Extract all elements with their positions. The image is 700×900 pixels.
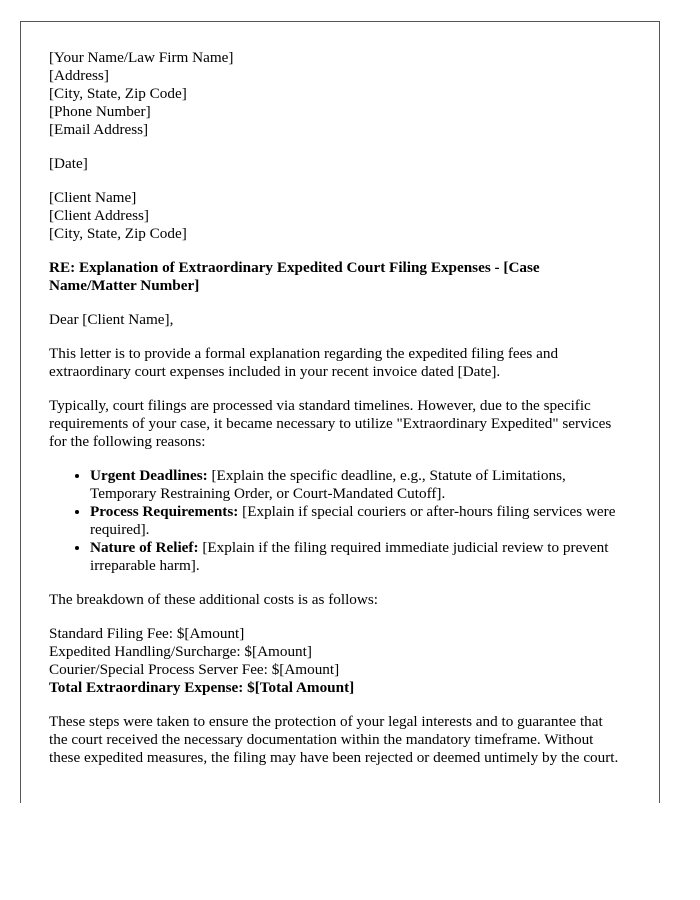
sender-city-state-zip: [City, State, Zip Code] [49, 85, 187, 102]
list-item [90, 503, 619, 539]
recipient-block [49, 189, 619, 243]
sender-name: [Your Name/Law Firm Name] [49, 49, 234, 66]
reason-label: Nature of Relief: [90, 539, 199, 556]
list-item [90, 467, 619, 503]
letter-date: [Date] [49, 155, 88, 172]
closing-paragraph: These steps were taken to ensure the protection of your legal interests and to guarantee that the court received the necessary documentation within the mandatory timeframe. Without these expedited measures, the filing may have been rejected or deemed untimely by the court. [49, 713, 619, 766]
reason-text: [Explain if special couriers or after-hours filing services were required]. [90, 503, 616, 538]
sender-email: [Email Address] [49, 121, 149, 138]
courier-fee: Courier/Special Process Server Fee: $[Amount] [49, 661, 340, 678]
sender-phone: [Phone Number] [49, 103, 151, 120]
letter-content [49, 49, 619, 783]
reason-text: [Explain if the filing required immediate judicial review to prevent irreparable harm]. [90, 539, 609, 574]
reason-label: Urgent Deadlines: [90, 467, 208, 484]
total-expense: Total Extraordinary Expense: $[Total Amount] [49, 679, 355, 696]
salutation: Dear [Client Name], [49, 311, 174, 328]
reasons-intro-paragraph: Typically, court filings are processed via standard timelines. However, due to the specific requirements of your case, it became necessary to utilize "Extraordinary Expedited" services for the following reasons: [49, 397, 612, 450]
reasons-list [49, 467, 619, 575]
cost-breakdown [49, 625, 619, 697]
recipient-city-state-zip: [City, State, Zip Code] [49, 225, 187, 242]
reason-text: [Explain the specific deadline, e.g., Statute of Limitations, Temporary Restraining Order, or Court-Mandated Cutoff]. [90, 467, 566, 502]
standard-filing-fee: Standard Filing Fee: $[Amount] [49, 625, 245, 642]
recipient-address: [Client Address] [49, 207, 149, 224]
recipient-name: [Client Name] [49, 189, 137, 206]
sender-block [49, 49, 619, 139]
expedited-handling-fee: Expedited Handling/Surcharge: $[Amount] [49, 643, 312, 660]
letter-page [20, 21, 660, 803]
subject-line: RE: Explanation of Extraordinary Expedited Court Filing Expenses - [Case Name/Matter Number] [49, 259, 540, 294]
date-block [49, 155, 619, 173]
list-item [90, 539, 619, 575]
sender-address: [Address] [49, 67, 109, 84]
breakdown-intro-paragraph: The breakdown of these additional costs is as follows: [49, 591, 378, 608]
reason-label: Process Requirements: [90, 503, 239, 520]
intro-paragraph: This letter is to provide a formal explanation regarding the expedited filing fees and extraordinary court expenses included in your recent invoice dated [Date]. [49, 345, 559, 380]
